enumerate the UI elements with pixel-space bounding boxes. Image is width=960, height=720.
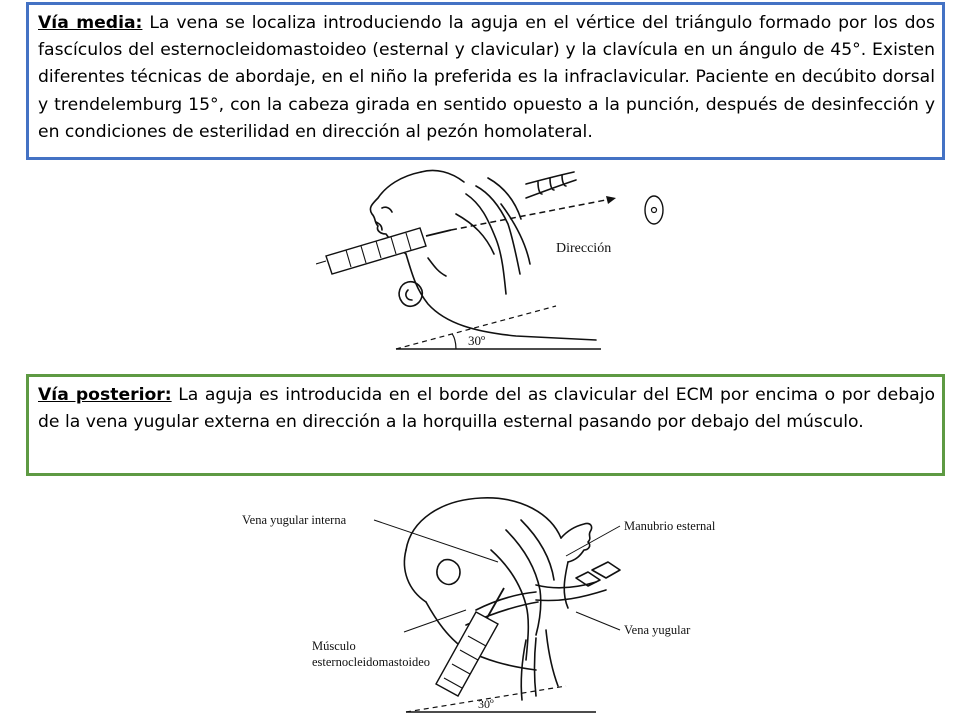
via-media-textbox xyxy=(26,2,945,160)
label-musculo-line1: Músculo xyxy=(312,639,356,653)
via-posterior-angle-label: 30º xyxy=(478,697,494,711)
label-manubrio-esternal: Manubrio esternal xyxy=(624,519,716,533)
via-media-illustration xyxy=(316,164,676,364)
via-posterior-textbox xyxy=(26,374,945,476)
via-media-text: La vena se localiza introduciendo la aguja en el vértice del triángulo formado por los dos fascículos del esternocleidomastoideo (esternal y clavicular) y la clavícula en un ángulo de 45°. Existen diferentes técnicas de abordaje, en el niño la preferida es la infraclavicular. Paciente en decúbito dorsal y trendelemburg 15°, con la cabeza girada en sentido opuesto a la punción, después de desinfección y en condiciones de esterilidad en dirección al pezón homolateral. xyxy=(38,13,935,142)
via-posterior-text: La aguja es introducida en el borde del as clavicular del ECM por encima o por debajo de la vena yugular externa en dirección a la horquilla esternal pasando por debajo del músculo. xyxy=(38,385,935,433)
direction-label: Dirección xyxy=(556,241,612,256)
via-media-angle-label: 30º xyxy=(468,333,486,348)
via-posterior-illustration xyxy=(236,490,716,718)
via-media-heading: Vía media: xyxy=(38,13,143,33)
label-musculo-line2: esternocleidomastoideo xyxy=(312,655,431,669)
label-vena-yugular-interna: Vena yugular interna xyxy=(242,513,347,527)
label-vena-yugular: Vena yugular xyxy=(624,623,691,637)
via-posterior-heading: Vía posterior: xyxy=(38,385,172,405)
